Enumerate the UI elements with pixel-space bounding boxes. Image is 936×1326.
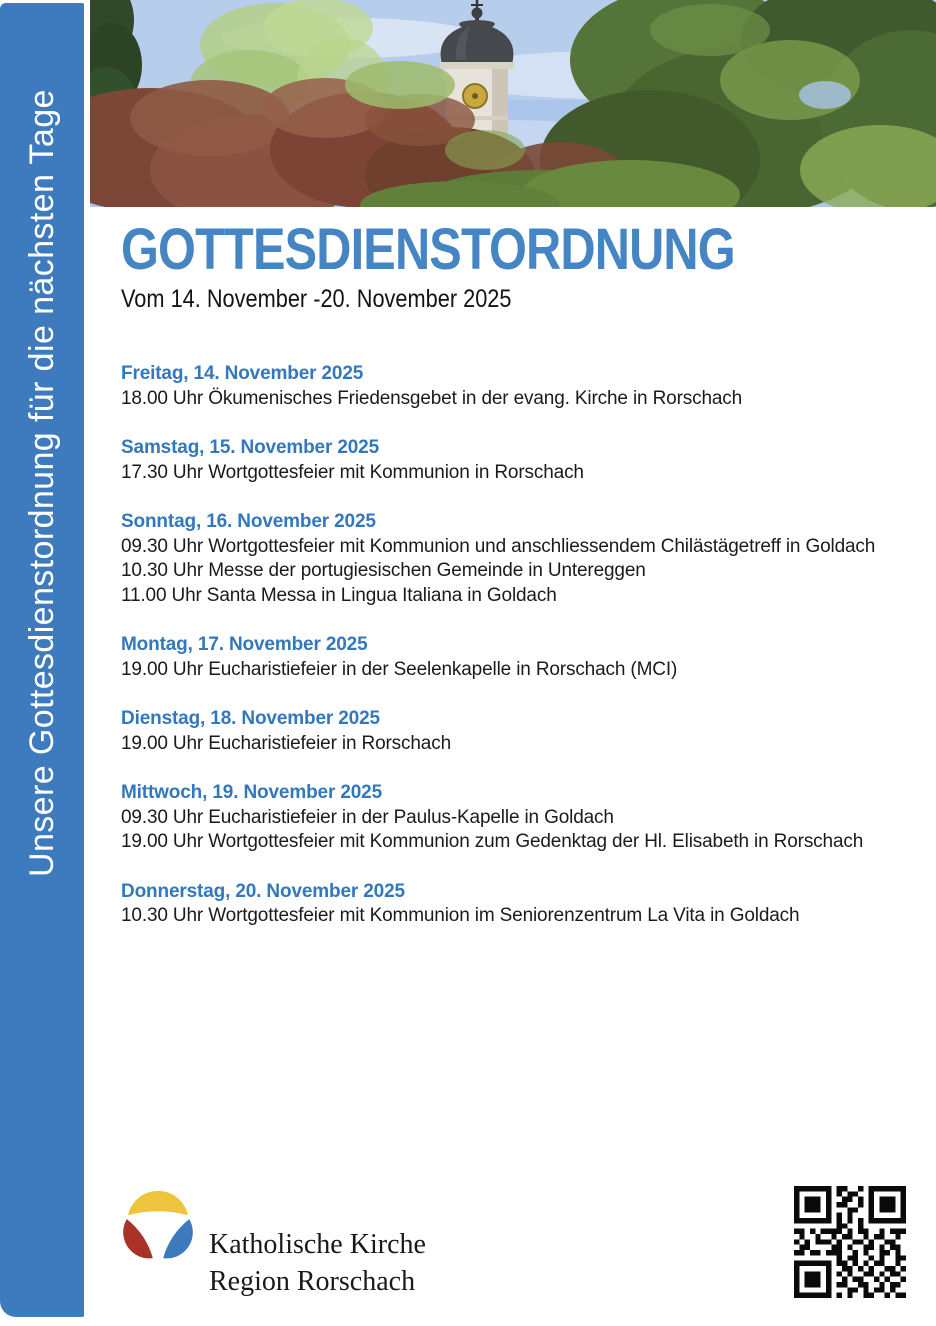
logo-line2: Region Rorschach [209, 1266, 416, 1297]
service-entry: 17.30 Uhr Wortgottesfeier mit Kommunion in Rorschach [121, 461, 584, 483]
logo-line1: Katholische Kirche [209, 1229, 426, 1260]
service-entry: 09.30 Uhr Eucharistiefeier in der Paulus-Kapelle in Goldach [121, 806, 614, 828]
day-section [121, 436, 921, 485]
logo-wordmark [209, 1226, 426, 1300]
service-entry: 19.00 Uhr Eucharistiefeier in Rorschach [121, 732, 451, 754]
day-heading: Donnerstag, 20. November 2025 [121, 880, 405, 902]
service-entry: 19.00 Uhr Eucharistiefeier in der Seelenkapelle in Rorschach (MCI) [121, 658, 678, 680]
logo-petal-yellow [128, 1191, 188, 1215]
left-banner [0, 3, 84, 1317]
service-entry: 18.00 Uhr Ökumenisches Friedensgebet in der evang. Kirche in Rorschach [121, 387, 743, 409]
katholische-kirche-logo-icon [119, 1183, 197, 1263]
service-entry: 09.30 Uhr Wortgottesfeier mit Kommunion und anschliessendem Chilästägetreff in Goldach [121, 535, 876, 557]
day-heading: Samstag, 15. November 2025 [121, 437, 380, 458]
logo-petal-red [123, 1219, 153, 1258]
page-title: GOTTESDIENSTORDNUNG [121, 217, 735, 282]
qr-code [794, 1186, 906, 1298]
service-entry: 11.00 Uhr Santa Messa in Lingua Italiana in Goldach [121, 584, 557, 606]
day-heading: Montag, 17. November 2025 [121, 634, 368, 655]
service-entry: 10.30 Uhr Wortgottesfeier mit Kommunion im Seniorenzentrum La Vita in Goldach [121, 905, 800, 926]
banner-vertical-text: Unsere Gottesdienstordnung für die nächsten Tage [23, 89, 61, 877]
day-section [121, 633, 921, 682]
date-range-subtitle: Vom 14. November -20. November 2025 [121, 285, 512, 313]
schedule [121, 360, 921, 954]
day-section [121, 362, 921, 411]
day-section [121, 880, 921, 929]
qr-code-svg [794, 1186, 906, 1298]
logo-petal-blue [163, 1219, 193, 1258]
service-entry: 10.30 Uhr Messe der portugiesischen Gemeinde in Untereggen [121, 560, 646, 581]
day-section [121, 781, 921, 855]
day-heading: Mittwoch, 19. November 2025 [121, 782, 382, 803]
day-heading: Sonntag, 16. November 2025 [121, 511, 376, 532]
service-entry: 19.00 Uhr Wortgottesfeier mit Kommunion zum Gedenktag der Hl. Elisabeth in Rorschach [121, 831, 864, 852]
day-section [121, 510, 921, 608]
day-heading: Freitag, 14. November 2025 [121, 363, 364, 384]
header-photo [90, 0, 936, 207]
day-section [121, 707, 921, 756]
day-heading: Dienstag, 18. November 2025 [121, 708, 380, 729]
